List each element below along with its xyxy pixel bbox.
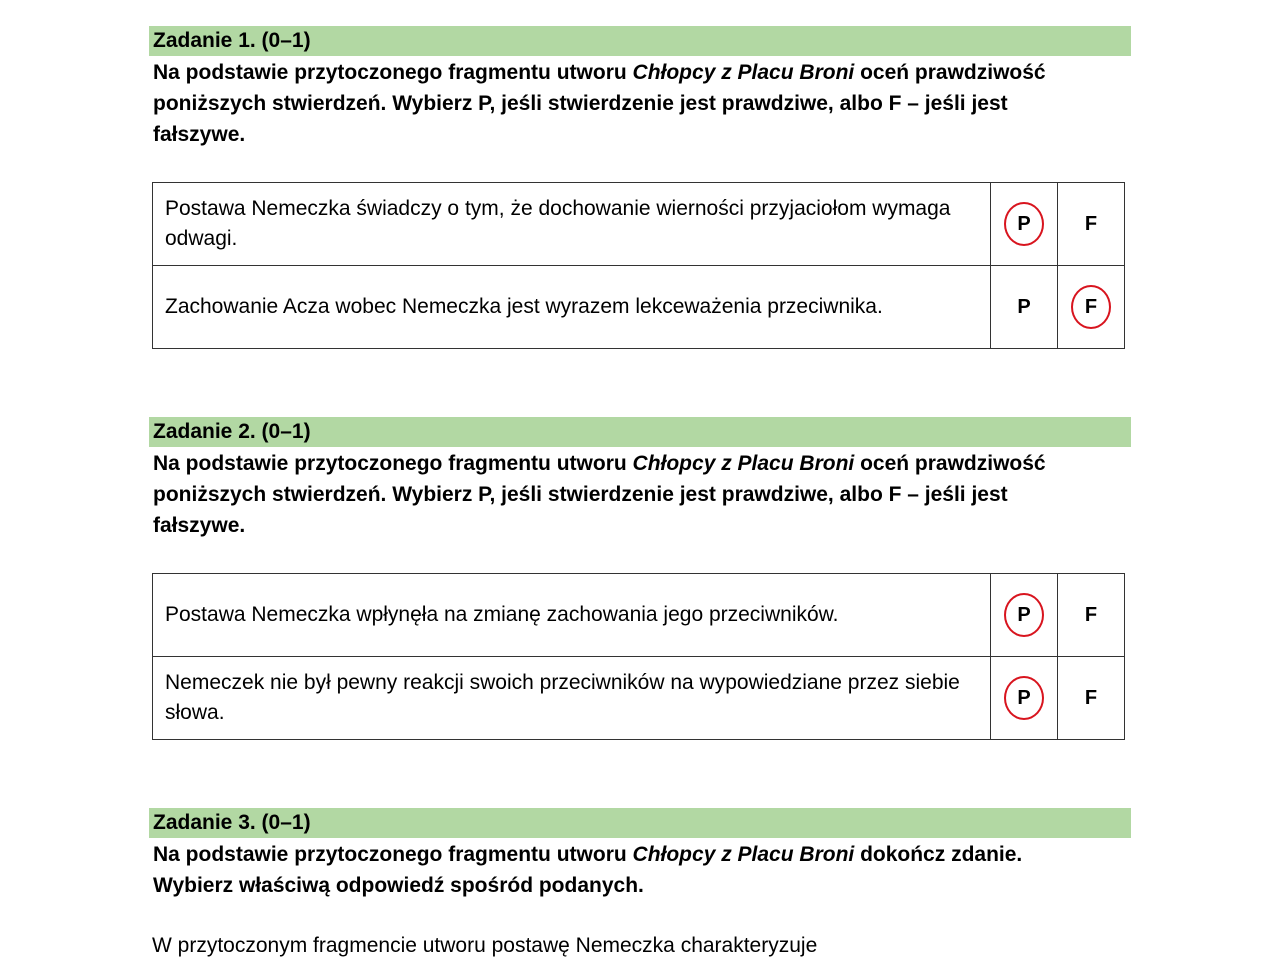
option-p[interactable]: P [1004, 676, 1044, 720]
task-2-header: Zadanie 2. (0–1) [149, 417, 1131, 447]
option-p-cell[interactable] [991, 574, 1058, 657]
work-title: Chłopcy z Placu Broni [632, 61, 855, 84]
task-2-instruction [149, 448, 1093, 541]
statement-cell: Postawa Nemeczka świadczy o tym, że dochowanie wierności przyjaciołom wymaga odwagi. [153, 183, 991, 266]
instruction-text: Na podstawie przytoczonego fragmentu utworu [153, 61, 633, 84]
option-f[interactable]: F [1084, 686, 1098, 709]
instruction-text: Na podstawie przytoczonego fragmentu utworu [153, 452, 633, 475]
option-p-cell[interactable] [991, 183, 1058, 266]
work-title: Chłopcy z Placu Broni [632, 452, 855, 475]
option-p-cell[interactable] [991, 657, 1058, 740]
option-p[interactable]: P [1004, 202, 1044, 246]
option-f-cell[interactable] [1058, 657, 1125, 740]
table-row [153, 657, 1125, 740]
option-p-cell[interactable] [991, 266, 1058, 349]
task-2 [149, 417, 1131, 541]
task-3 [149, 808, 1131, 901]
option-f[interactable]: F [1071, 285, 1111, 329]
option-f[interactable]: F [1084, 212, 1098, 235]
task-1-header: Zadanie 1. (0–1) [149, 26, 1131, 56]
task-1-table [152, 182, 1125, 349]
task-3-instruction [149, 839, 1053, 901]
table-row [153, 183, 1125, 266]
task-3-header: Zadanie 3. (0–1) [149, 808, 1131, 838]
statement-cell: Postawa Nemeczka wpłynęła na zmianę zachowania jego przeciwników. [153, 574, 991, 657]
table-row [153, 266, 1125, 349]
task-1 [149, 26, 1131, 150]
instruction-text: Na podstawie przytoczonego fragmentu utworu [153, 843, 633, 866]
option-f-cell[interactable] [1058, 183, 1125, 266]
instruction-text: oceń prawdziwość poniższych stwierdzeń. Wybierz P, jeśli stwierdzenie jest prawdziwe, albo F – jeśli jest fałszywe. [153, 61, 1046, 146]
option-p[interactable]: P [1004, 593, 1044, 637]
task-3-stem: W przytoczonym fragmencie utworu postawę Nemeczka charakteryzuje [152, 934, 818, 957]
option-f[interactable]: F [1084, 603, 1098, 626]
statement-cell: Zachowanie Acza wobec Nemeczka jest wyrazem lekceważenia przeciwnika. [153, 266, 991, 349]
task-1-instruction [149, 57, 1093, 150]
table-row [153, 574, 1125, 657]
option-f-cell[interactable] [1058, 266, 1125, 349]
instruction-text: dokończ zdanie. Wybierz właściwą odpowiedź spośród podanych. [153, 843, 1023, 897]
option-f-cell[interactable] [1058, 574, 1125, 657]
instruction-text: oceń prawdziwość poniższych stwierdzeń. Wybierz P, jeśli stwierdzenie jest prawdziwe, albo F – jeśli jest fałszywe. [153, 452, 1046, 537]
statement-cell: Nemeczek nie był pewny reakcji swoich przeciwników na wypowiedziane przez siebie słowa. [153, 657, 991, 740]
work-title: Chłopcy z Placu Broni [632, 843, 855, 866]
task-2-table [152, 573, 1125, 740]
option-p[interactable]: P [1017, 295, 1031, 318]
